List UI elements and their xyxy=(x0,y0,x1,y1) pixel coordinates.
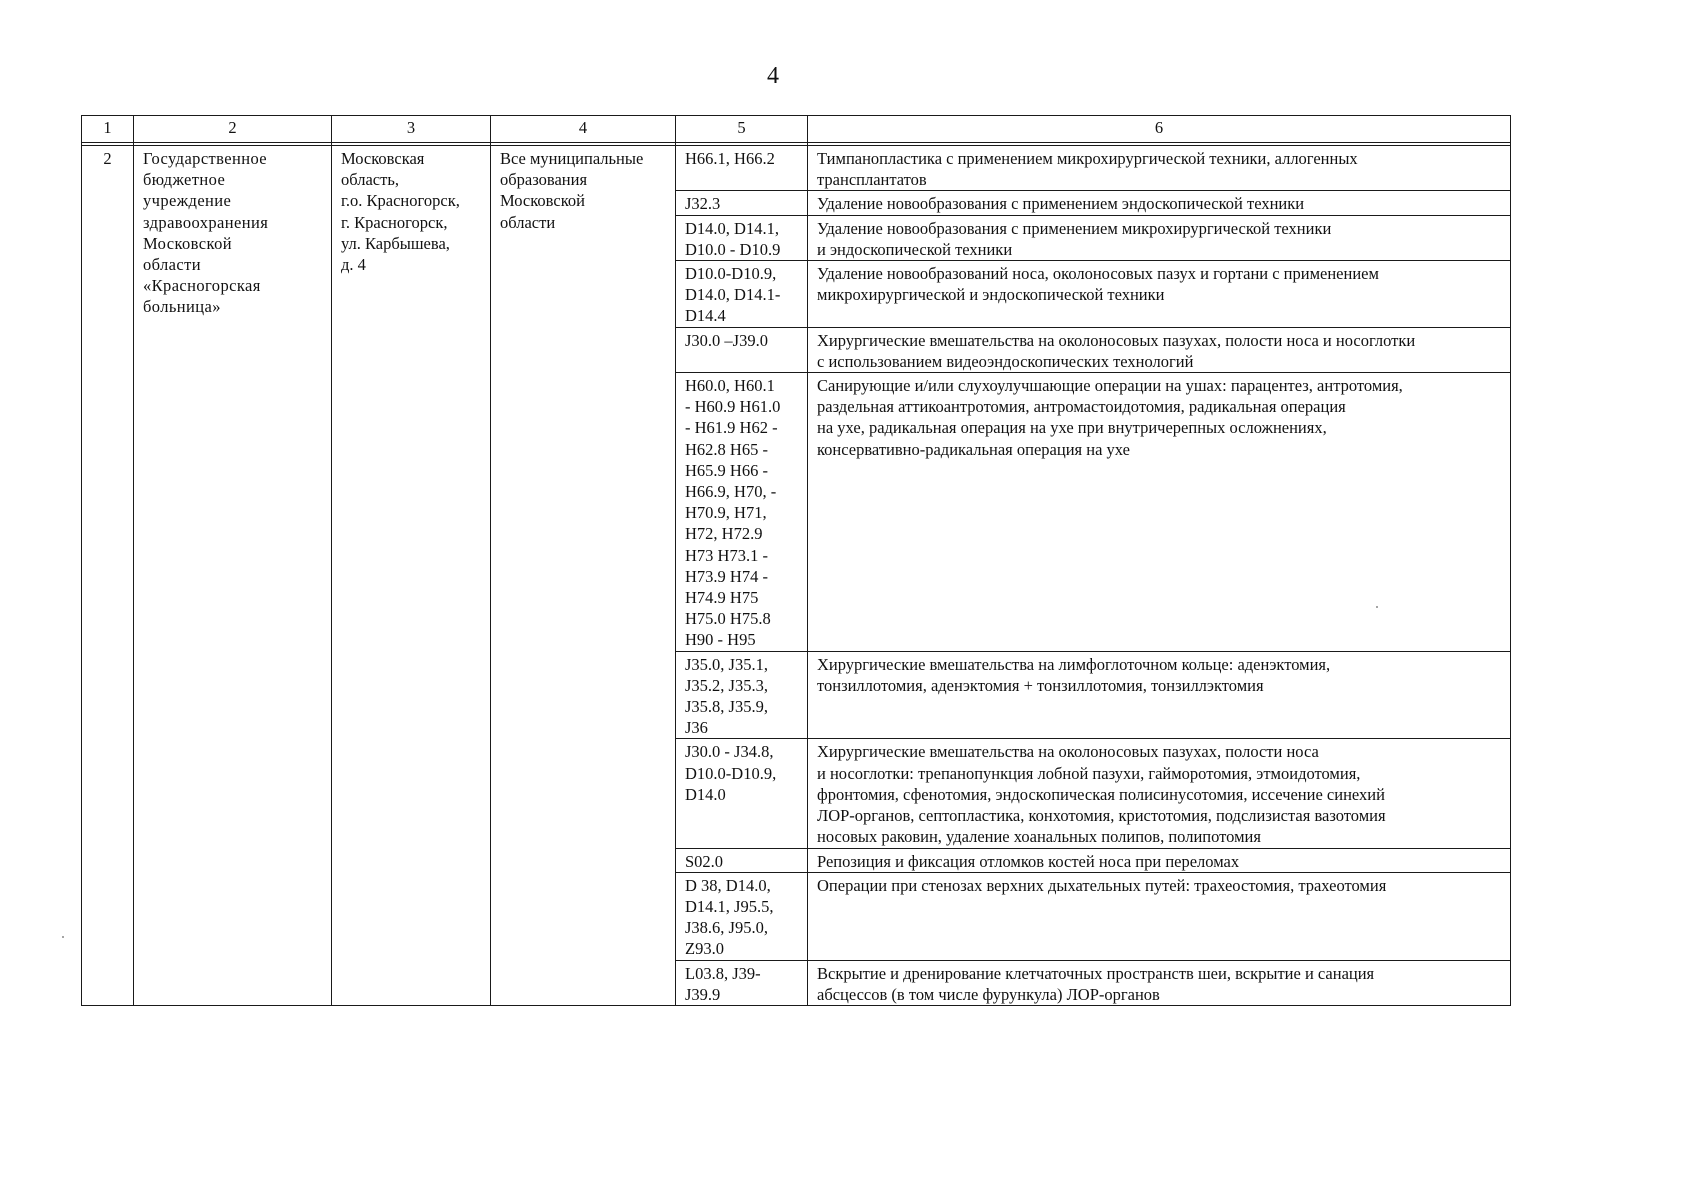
procedure-line: ЛОР-органов, септопластика, конхотомия, кристотомия, подслизистая вазотомия xyxy=(817,806,1386,826)
procedure-description xyxy=(808,872,1511,960)
municipalities-line: образования xyxy=(500,170,588,190)
icd-codes xyxy=(676,848,808,872)
scan-speck xyxy=(62,936,64,938)
institution-line: области xyxy=(143,255,201,275)
municipalities-line: Все муниципальные xyxy=(500,149,644,168)
municipalities-line: Московской xyxy=(500,191,585,211)
procedure-line: трансплантатов xyxy=(817,170,927,190)
procedure-line: носовых раковин, удаление хоанальных полипов, полипотомия xyxy=(817,827,1261,847)
icd-code-line: J30.0 –J39.0 xyxy=(685,330,768,350)
icd-code-line: J35.2, J35.3, xyxy=(685,675,768,695)
column-header: 1 xyxy=(82,116,134,143)
header-row xyxy=(82,116,1511,143)
procedure-line: Санирующие и/или слухоулучшающие операции на ушах: парацентез, антротомия, xyxy=(817,376,1403,396)
icd-code-line: Н75.0 Н75.8 xyxy=(685,609,771,629)
icd-code-line: D10.0-D10.9, xyxy=(685,763,777,783)
procedure-description xyxy=(808,960,1511,1005)
procedure-line: фронтомия, сфенотомия, эндоскопическая полисинусотомия, иссечение синехий xyxy=(817,784,1385,804)
icd-code-line: D14.4 xyxy=(685,306,726,326)
icd-code-line: Н73.9 Н74 - xyxy=(685,566,768,586)
procedure-line: Репозиция и фиксация отломков костей носа при переломах xyxy=(817,851,1240,871)
icd-codes xyxy=(676,651,808,739)
icd-code-line: J36 xyxy=(685,718,708,738)
column-header: 6 xyxy=(808,116,1511,143)
procedures-table xyxy=(81,115,1511,1006)
icd-code-line: J38.6, J95.0, xyxy=(685,918,768,938)
icd-code-line: Н62.8 Н65 - xyxy=(685,439,768,459)
address-line: Московская xyxy=(341,149,425,168)
procedure-description xyxy=(808,146,1511,191)
procedure-line: на ухе, радикальная операция на ухе при внутричерепных осложнениях, xyxy=(817,418,1327,438)
address-line: д. 4 xyxy=(341,255,366,275)
icd-code-line: Н66.1, Н66.2 xyxy=(685,149,775,168)
icd-code-line: D10.0-D10.9, xyxy=(685,264,777,284)
procedure-description xyxy=(808,848,1511,872)
procedure-line: Хирургические вмешательства на лимфоглоточном кольце: аденэктомия, xyxy=(817,654,1331,674)
procedure-description xyxy=(808,739,1511,848)
procedure-line: Удаление новообразования с применением микрохирургической техники xyxy=(817,218,1332,238)
procedure-line: и эндоскопической техники xyxy=(817,239,1013,259)
icd-code-line: Н65.9 Н66 - xyxy=(685,460,768,480)
procedure-line: с использованием видеоэндоскопических технологий xyxy=(817,351,1194,371)
procedure-line: Хирургические вмешательства на околоносовых пазухах, полости носа xyxy=(817,742,1319,762)
icd-code-line: S02.0 xyxy=(685,851,724,871)
procedure-row xyxy=(82,146,1511,191)
institution-line: Московской xyxy=(143,233,232,253)
procedure-line: и носоглотки: трепанопункция лобной пазухи, гайморотомия, этмоидотомия, xyxy=(817,763,1361,783)
address-line: г.о. Красногорск, xyxy=(341,191,460,211)
procedure-line: тонзиллотомия, аденэктомия + тонзиллотомия, тонзиллэктомия xyxy=(817,675,1264,695)
scan-speck xyxy=(1376,606,1378,608)
icd-code-line: Н90 - Н95 xyxy=(685,630,756,650)
institution-line: бюджетное xyxy=(143,170,226,190)
icd-code-line: Н73 Н73.1 - xyxy=(685,545,768,565)
procedure-description xyxy=(808,651,1511,739)
institution-line: «Красногорская xyxy=(143,276,261,296)
procedure-description xyxy=(808,215,1511,260)
icd-codes xyxy=(676,327,808,372)
icd-codes xyxy=(676,261,808,328)
address-line: г. Красногорск, xyxy=(341,212,448,232)
icd-code-line: J32.3 xyxy=(685,194,721,214)
icd-code-line: Н74.9 Н75 xyxy=(685,588,759,608)
institution-line: учреждение xyxy=(143,191,232,211)
procedure-description xyxy=(808,261,1511,328)
icd-code-line: L03.8, J39- xyxy=(685,963,761,983)
icd-code-line: - Н60.9 Н61.0 xyxy=(685,397,781,417)
icd-code-line: J39.9 xyxy=(685,984,721,1004)
icd-code-line: Н72, Н72.9 xyxy=(685,524,763,544)
column-header: 2 xyxy=(134,116,332,143)
row-number: 2 xyxy=(82,146,134,1006)
procedure-line: Тимпанопластика с применением микрохирургической техники, аллогенных xyxy=(817,149,1358,168)
procedure-line: Удаление новообразований носа, околоносовых пазух и гортани с применением xyxy=(817,264,1379,284)
icd-code-line: D10.0 - D10.9 xyxy=(685,239,781,259)
address-line: область, xyxy=(341,170,399,190)
institution-line: Государственное xyxy=(143,149,268,168)
procedure-line: Вскрытие и дренирование клетчаточных пространств шеи, вскрытие и санация xyxy=(817,963,1375,983)
icd-codes xyxy=(676,872,808,960)
icd-code-line: D14.1, J95.5, xyxy=(685,896,774,916)
procedure-description xyxy=(808,327,1511,372)
procedure-line: консервативно-радикальная операция на ухе xyxy=(817,439,1130,459)
icd-codes xyxy=(676,146,808,191)
institution-line: больница» xyxy=(143,297,221,317)
icd-codes xyxy=(676,215,808,260)
icd-code-line: Z93.0 xyxy=(685,939,724,959)
icd-code-line: Н66.9, Н70, - xyxy=(685,482,777,502)
procedure-line: абсцессов (в том числе фурункула) ЛОР-органов xyxy=(817,984,1160,1004)
icd-code-line: J30.0 - J34.8, xyxy=(685,742,774,762)
municipalities xyxy=(491,146,676,1006)
institution-name xyxy=(134,146,332,1006)
page-number: 4 xyxy=(767,63,779,89)
icd-code-line: J35.8, J35.9, xyxy=(685,697,768,717)
address xyxy=(332,146,491,1006)
icd-code-line: D 38, D14.0, xyxy=(685,875,771,895)
address-line: ул. Карбышева, xyxy=(341,233,450,253)
procedure-line: Операции при стенозах верхних дыхательных путей: трахеостомия, трахеотомия xyxy=(817,875,1387,895)
procedure-line: микрохирургической и эндоскопической техники xyxy=(817,285,1165,305)
icd-code-line: D14.0, D14.1- xyxy=(685,285,781,305)
icd-code-line: Н60.0, Н60.1 xyxy=(685,376,775,396)
column-header: 3 xyxy=(332,116,491,143)
column-header: 4 xyxy=(491,116,676,143)
icd-codes xyxy=(676,373,808,652)
icd-code-line: Н70.9, Н71, xyxy=(685,503,767,523)
icd-codes xyxy=(676,960,808,1005)
column-header: 5 xyxy=(676,116,808,143)
procedure-description xyxy=(808,373,1511,652)
icd-code-line: - Н61.9 Н62 - xyxy=(685,418,778,438)
institution-line: здравоохранения xyxy=(143,212,269,232)
procedure-description xyxy=(808,191,1511,215)
procedure-line: Хирургические вмешательства на околоносовых пазухах, полости носа и носоглотки xyxy=(817,330,1416,350)
icd-code-line: D14.0, D14.1, xyxy=(685,218,779,238)
icd-codes xyxy=(676,739,808,848)
procedure-line: Удаление новообразования с применением эндоскопической техники xyxy=(817,194,1305,214)
icd-code-line: J35.0, J35.1, xyxy=(685,654,768,674)
municipalities-line: области xyxy=(500,212,556,232)
procedure-line: раздельная аттикоантротомия, антромастоидотомия, радикальная операция xyxy=(817,397,1346,417)
icd-code-line: D14.0 xyxy=(685,784,726,804)
icd-codes xyxy=(676,191,808,215)
